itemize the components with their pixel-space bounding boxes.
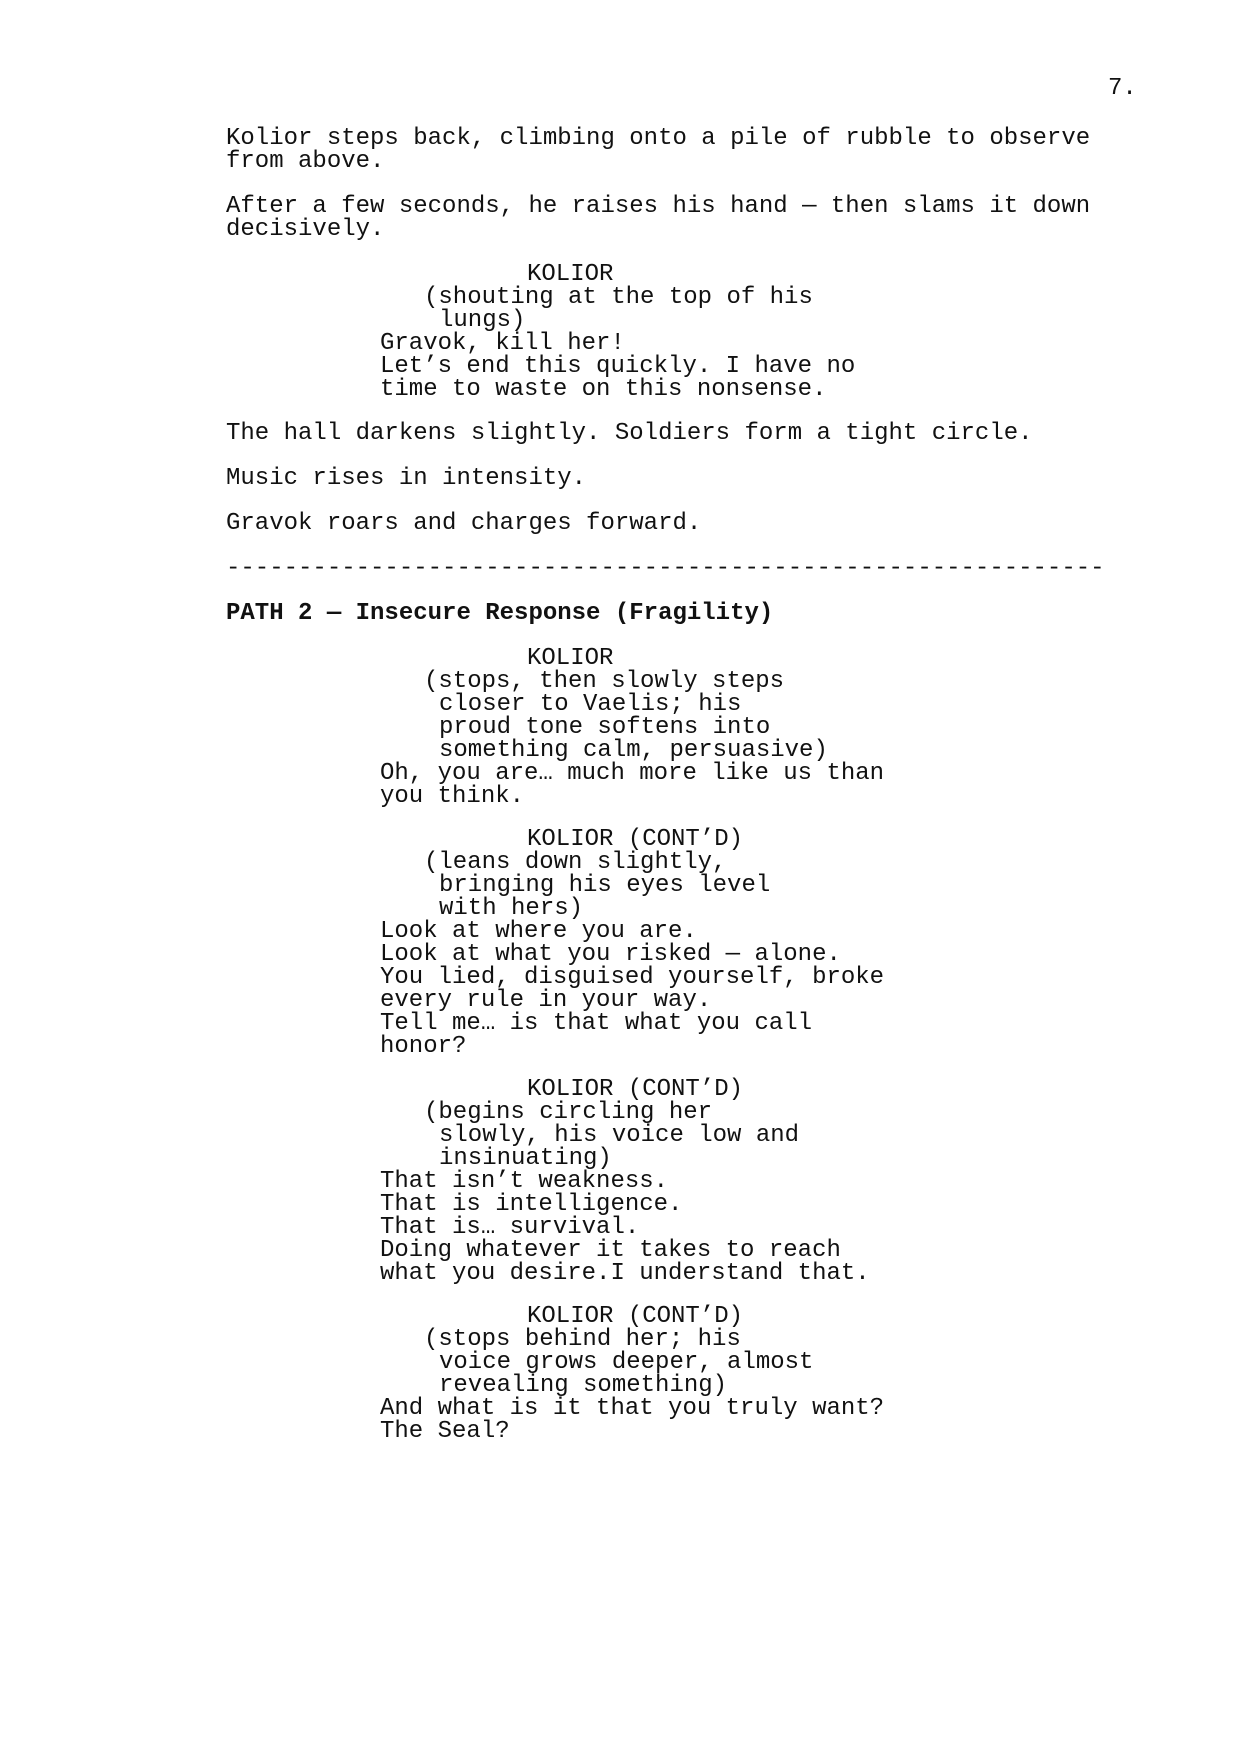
parenthetical-line: closer to Vaelis; his (439, 691, 742, 718)
parenthetical-line: with hers) (439, 895, 584, 922)
character-name: KOLIOR (CONT’D) (527, 1076, 744, 1103)
character-name: KOLIOR (527, 645, 614, 672)
parenthetical-line: (begins circling her (424, 1099, 713, 1126)
dialogue-line: honor? (380, 1033, 467, 1060)
character-name: KOLIOR (527, 261, 614, 288)
action-line: The hall darkens slightly. Soldiers form a tight circle. (226, 420, 1033, 447)
parenthetical-line: insinuating) (439, 1145, 612, 1172)
dialogue-line: Look at where you are. (380, 918, 697, 945)
character-name: KOLIOR (CONT’D) (527, 1303, 744, 1330)
action-line: decisively. (226, 216, 385, 243)
action-line: from above. (226, 148, 385, 175)
dialogue-line: every rule in your way. (380, 987, 712, 1014)
dialogue-line: Gravok, kill her! (380, 330, 625, 357)
parenthetical-line: (shouting at the top of his (424, 284, 813, 311)
parenthetical-line: lungs) (439, 307, 526, 334)
dialogue-line: Oh, you are… much more like us than (380, 760, 885, 787)
dialogue-line: Let’s end this quickly. I have no (380, 353, 856, 380)
character-name: KOLIOR (CONT’D) (527, 826, 744, 853)
parenthetical-line: proud tone softens into (439, 714, 771, 741)
dialogue-line: You lied, disguised yourself, broke (380, 964, 885, 991)
parenthetical-line: (stops behind her; his (424, 1326, 741, 1353)
dialogue-line: Look at what you risked — alone. (380, 941, 841, 968)
parenthetical-line: voice grows deeper, almost (439, 1349, 814, 1376)
action-line: Gravok roars and charges forward. (226, 510, 702, 537)
parenthetical-line: (stops, then slowly steps (424, 668, 785, 695)
page-number: 7. (1108, 75, 1137, 102)
action-line: After a few seconds, he raises his hand — then slams it down (226, 193, 1091, 220)
dialogue-line: That isn’t weakness. (380, 1168, 669, 1195)
parenthetical-line: something calm, persuasive) (439, 737, 828, 764)
parenthetical-line: (leans down slightly, (424, 849, 727, 876)
action-line: Music rises in intensity. (226, 465, 587, 492)
dialogue-line: And what is it that you truly want? (380, 1395, 885, 1422)
parenthetical-line: bringing his eyes level (439, 872, 771, 899)
parenthetical-line: revealing something) (439, 1372, 728, 1399)
dialogue-line: you think. (380, 783, 525, 810)
dialogue-line: Doing whatever it takes to reach (380, 1237, 841, 1264)
dialogue-line: time to waste on this nonsense. (380, 376, 827, 403)
divider-rule: ------------------------------------------------------------- (226, 555, 1105, 582)
dialogue-line: what you desire.I understand that. (380, 1260, 870, 1287)
dialogue-line: That is… survival. (380, 1214, 640, 1241)
dialogue-line: Tell me… is that what you call (380, 1010, 813, 1037)
parenthetical-line: slowly, his voice low and (439, 1122, 800, 1149)
section-heading: PATH 2 — Insecure Response (Fragility) (226, 600, 774, 627)
dialogue-line: The Seal? (380, 1418, 510, 1445)
action-line: Kolior steps back, climbing onto a pile of rubble to observe (226, 125, 1091, 152)
dialogue-line: That is intelligence. (380, 1191, 683, 1218)
